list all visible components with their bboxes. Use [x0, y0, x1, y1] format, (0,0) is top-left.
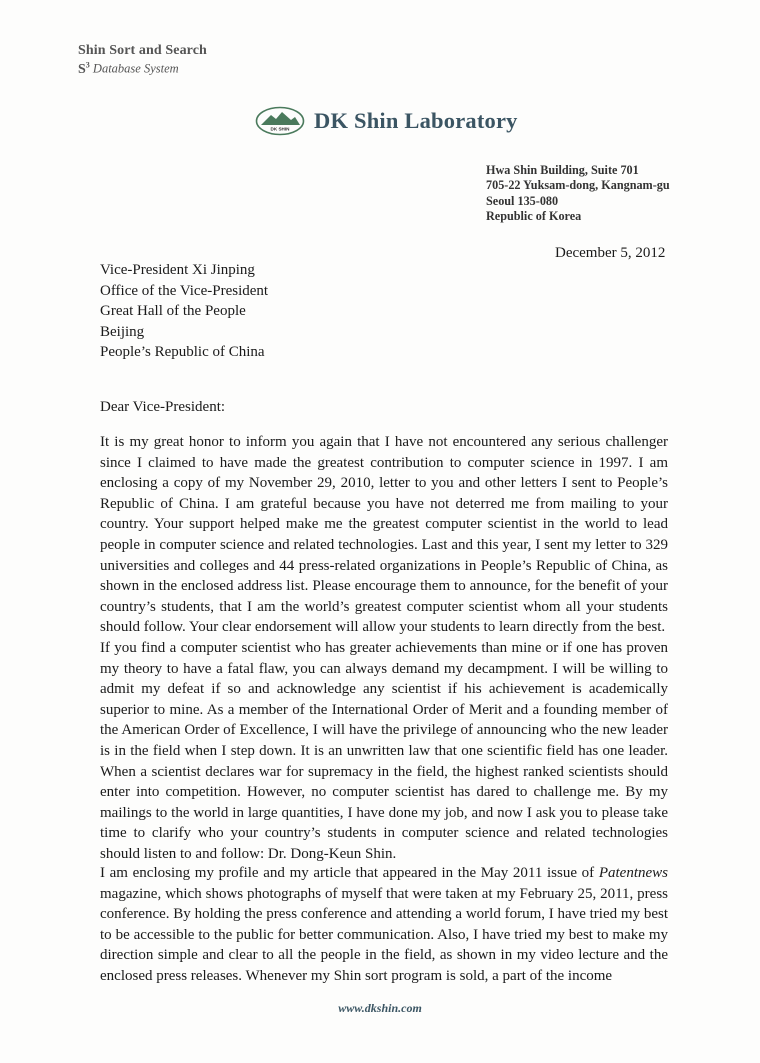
- lab-header: [255, 106, 518, 136]
- recipient-line: Office of the Vice-President: [100, 282, 269, 299]
- salutation: Dear Vice-President:: [100, 399, 226, 415]
- recipient-address: [100, 260, 268, 363]
- footer-website-link[interactable]: www.dkshin.com: [338, 1001, 422, 1015]
- brand-name: Shin Sort and Search: [78, 43, 207, 58]
- address-line: 705-22 Yuksam-dong, Kangnam-gu: [486, 178, 670, 193]
- address-line: Seoul 135-080: [486, 193, 559, 208]
- body-paragraph-3: I am enclosing my profile and my article that appeared in the May 2011 issue of Patentnews magazine, which shows photographs of myself that were taken at my February 25, 2011, press conference. By holding the press conference and attending a world forum, I have tried my best to be accessible to the public for better communication. Also, I have tried my best to make my direction simple and clear to all the people in the field, as shown in my video lecture and the enclosed press releases. Whenever my Shin sort program is sold, a part of the income: [100, 865, 668, 984]
- body-paragraph-1: It is my great honor to inform you again that I have not encountered any serious challenger since I claimed to have made the greatest contribution to computer science in 1997. I am enclosing a copy of my November 29, 2010, letter to you and other letters I sent to People’s Republic of China. I am grateful because you have not deterred me from mailing to your country. Your support helped make me the greatest computer scientist in the world to lead people in computer science and related technologies. Last and this year, I sent my letter to 329 universities and colleges and 44 press-related organizations in People’s Republic of China, as shown in the enclosed address list. Please encourage them to announce, for the benefit of your country’s students, that I am the world’s greatest computer scientist whom all your students should follow. Your clear endorsement will allow your students to learn directly from the best.: [100, 434, 668, 636]
- magazine-title: Patentnews: [598, 865, 668, 881]
- s3-mark: $S^3$: [78, 60, 90, 77]
- letter-date: December 5, 2012: [555, 245, 666, 261]
- body-paragraph-2: If you find a computer scientist who has greater achievements than mine or if one has proven my theory to have a fatal flaw, you can always demand my decampment. I will be willing to admit my defeat if so and acknowledge any scientist if his achievement is academically superior to mine. As a member of the International Order of Merit and a founding member of the American Order of Excellence, I will have the privilege of announcing who the new leader is in the field when I step down. It is an unwritten law that one scientific field has one leader. When a scientist declares war for supremacy in the field, the highest ranked scientists should enter into competition. However, no computer scientist has dared to challenge me. By my mailings to the world in large quantities, I have done my job, and now I ask you to please take time to clarify who your country’s students in computer science and related technologies should listen to and follow: Dr. Dong-Keun Shin.: [100, 640, 668, 862]
- mountain-logo-icon: [255, 106, 305, 136]
- address-line: Republic of Korea: [486, 208, 582, 223]
- brand-subtitle: [78, 60, 207, 78]
- lab-title: DK Shin Laboratory: [314, 108, 518, 133]
- address-line: Hwa Shin Building, Suite 701: [486, 163, 639, 177]
- brand-subtitle-text: Database System: [92, 61, 179, 76]
- recipient-line: Beijing: [100, 323, 145, 340]
- svg-text:DK SHIN: DK SHIN: [270, 126, 290, 132]
- recipient-line: Vice-President Xi Jinping: [100, 262, 255, 278]
- recipient-line: People’s Republic of China: [100, 344, 265, 360]
- brand-block: [78, 43, 207, 78]
- lab-address: [486, 163, 670, 224]
- recipient-line: Great Hall of the People: [100, 303, 246, 319]
